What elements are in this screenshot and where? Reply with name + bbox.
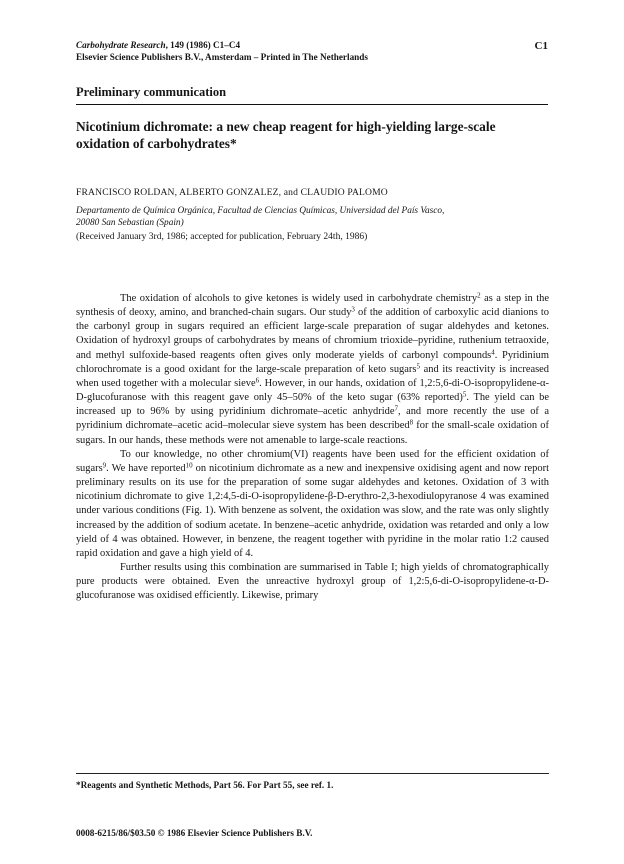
paragraph-2: To our knowledge, no other chromium(VI) reagents have been used for the efficient oxidation of sugars$^9$. We have reported$^{10}$ on nicotinium dichromate as a new and inexpensive oxidising agent and now report preliminary results on its use for the preparation of some sugar aldehydes and ketones. Oxidation of 3 with nicotinium dichromate to give 1,2:4,5-di-O-isopropylidene-β-D-erythro-2,3-hexodiulopyranose 4 was examined under various conditions (Fig. 1). With benzene as solvent, the oxidation was slow, and the rate was only slightly increased by the addition of sodium acetate. In benzene–acetic anhydride, oxidation was retarded and only a low yield of 4 was obtained. However, in benzene, the reagent together with pyridine in the molar ratio 1:2 caused rapid oxidation and gave a high yield of 4. (76, 448, 549, 559)
reference-superscript: 6 (255, 376, 260, 385)
paragraph-3: Further results using this combination are summarised in Table I; high yields of chromatographically pure products were obtained. Even the unreactive hydroxyl group of 1,2:5,6-di-O-isopropylidene-α-D-glucofuranose was oxidised efficiently. Likewise, primary (76, 561, 549, 602)
section-rule (76, 104, 548, 105)
article-title: Nicotinium dichromate: a new cheap reagent for high-yielding large-scale oxidation of carbohydrates* (76, 119, 496, 151)
reference-superscript: 9 (102, 461, 107, 470)
reference-superscript: 10 (185, 461, 193, 470)
received-dates: (Received January 3rd, 1986; accepted for publication, February 24th, 1986) (76, 232, 368, 242)
reference-superscript: 5 (416, 362, 420, 371)
reference-superscript: 2 (477, 291, 481, 300)
article-body (76, 292, 549, 603)
title-footnote-mark: * (230, 136, 237, 151)
copyright-footer: 0008-6215/86/$03.50 © 1986 Elsevier Science Publishers B.V. (76, 828, 313, 838)
reference-superscript: 5 (462, 390, 467, 399)
reference-superscript: 7 (394, 404, 398, 413)
footnote-rule (76, 773, 549, 774)
reference-superscript: 8 (409, 418, 414, 427)
section-label: Preliminary communication (76, 85, 227, 99)
journal-citation (76, 40, 240, 51)
reference-superscript: 4 (491, 348, 495, 357)
journal-name: Carbohydrate Research (76, 40, 166, 50)
reference-superscript: 3 (351, 305, 355, 314)
authors: FRANCISCO ROLDAN, ALBERTO GONZALEZ, and CLAUDIO PALOMO (76, 187, 388, 198)
journal-volume: , 149 (1986) C1–C4 (165, 40, 241, 50)
page-number: C1 (534, 40, 548, 52)
footnote: *Reagents and Synthetic Methods, Part 56. For Part 55, see ref. 1. (76, 780, 334, 790)
publisher-line: Elsevier Science Publishers B.V., Amsterdam – Printed in The Netherlands (76, 52, 368, 62)
affiliation: Departamento de Química Orgánica, Facultad de Ciencias Químicas, Universidad del País Vasco, 20080 San Sebastian (Spain) (76, 206, 445, 228)
paragraph-1: The oxidation of alcohols to give ketones is widely used in carbohydrate chemistry$^2$ as a step in the synthesis of deoxy, amino, and branched-chain sugars. Our study$^3$ of the addition of carboxylic acid dianions to the carbonyl group in sugars required an efficient large-scale preparation of sugar aldehydes and ketones. Oxidation of hydroxyl groups of carbohydrates by means of chromium trioxide–pyridine, ruthenium tetraoxide, and methyl sulfoxide-based reagents often gives only moderate yields of carbonyl compounds$^4$. Pyridinium chlorochromate is a good oxidant for the large-scale preparation of keto sugars$^5$ and its reactivity is increased when used together with a molecular sieve$^6$. However, in our hands, oxidation of 1,2:5,6-di-O-isopropylidene-α-D-glucofuranose with this reagent gave only 45–50% of the keto sugar (63% reported)$^5$. The yield can be increased up to 96% by using pyridinium dichromate–acetic anhydride$^7$, and more recently the use of a pyridinium dichromate–acetic acid–molecular sieve system has been described$^8$ for the small-scale oxidation of sugars. In our hands, these methods were not amenable to large-scale reactions. (76, 291, 549, 446)
